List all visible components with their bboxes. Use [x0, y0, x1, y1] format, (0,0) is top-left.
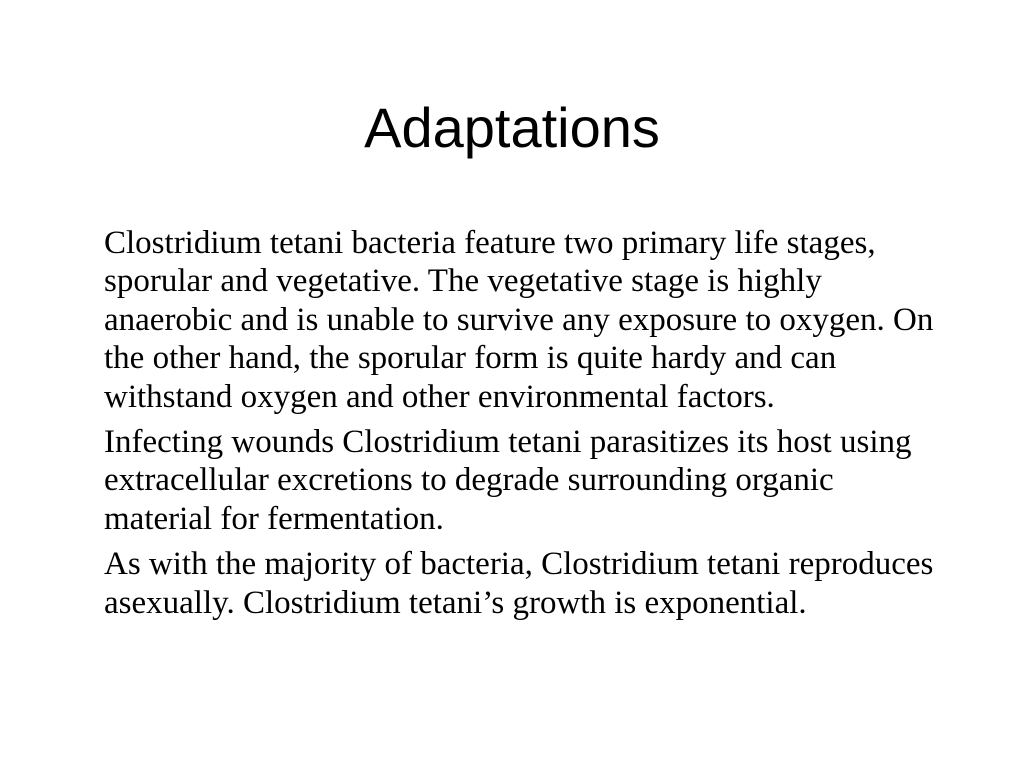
- slide-title: Adaptations: [364, 96, 660, 159]
- paragraph-life-stages: Clostridium tetani bacteria feature two primary life stages, sporular and vegetative. The vegetative stage is highly anaerobic and is unable to survive any exposure to oxygen. On the other hand, the sporular form is quite hardy and can withstand oxygen and other environmental factors.: [104, 225, 934, 415]
- paragraph-infection: Infecting wounds Clostridium tetani parasitizes its host using extracellular excretions to degrade surrounding organic material for fermentation.: [104, 424, 912, 537]
- paragraph-reproduction: As with the majority of bacteria, Clostridium tetani reproduces asexually. Clostridium tetani’s growth is exponential.: [104, 546, 934, 621]
- slide-body: [104, 224, 934, 629]
